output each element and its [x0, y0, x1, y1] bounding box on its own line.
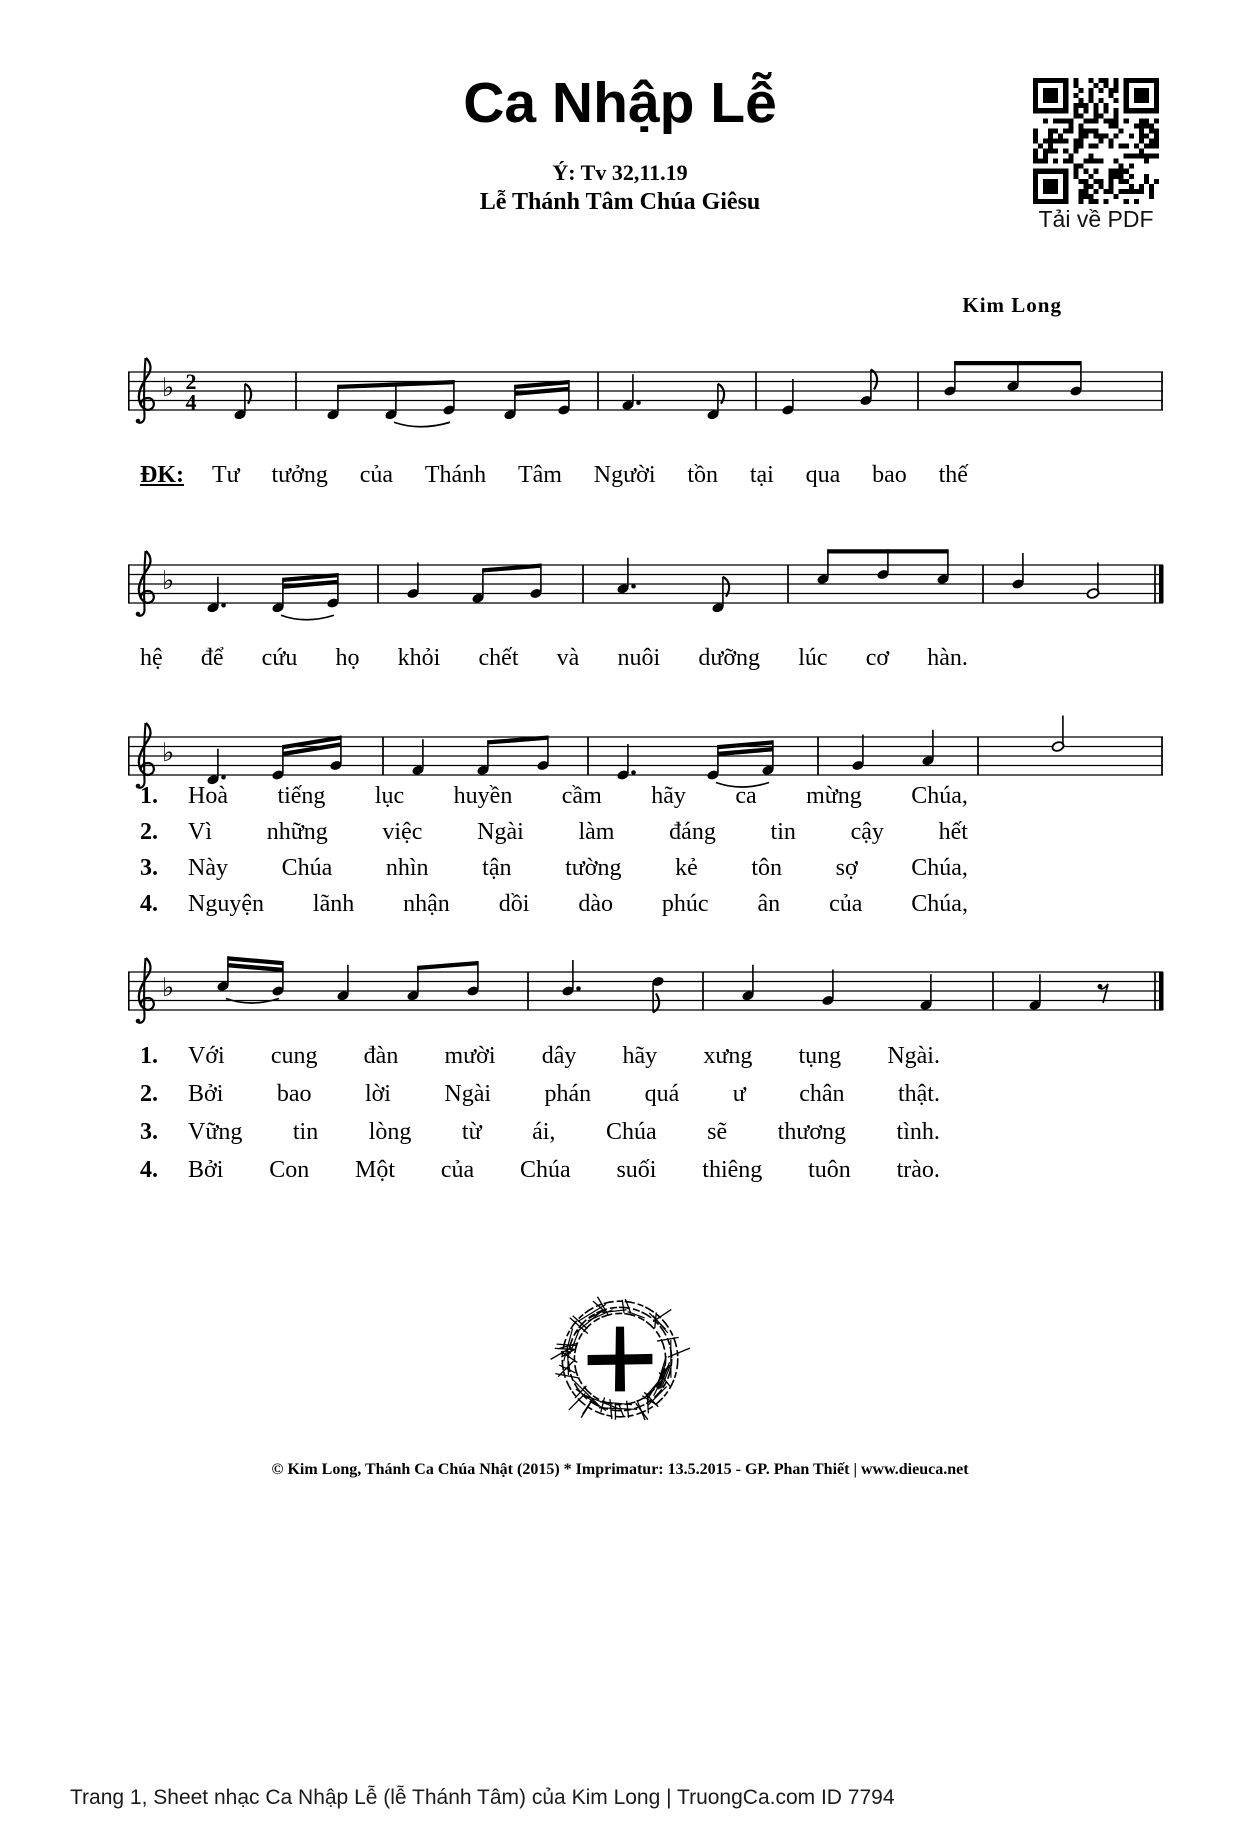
lyric-word: Vì	[188, 819, 212, 845]
refrain-lyric-line-2	[140, 645, 968, 672]
staff-svg	[128, 338, 1168, 454]
lyric-word: Chúa	[519, 1157, 571, 1183]
lyric-word: Chúa	[281, 855, 333, 881]
lyric-word: huyền	[453, 783, 513, 809]
lyric-word: cơ	[865, 645, 890, 671]
verse-words	[188, 1043, 940, 1070]
lyric-word: lãnh	[312, 891, 355, 917]
lyric-word: thiêng	[702, 1157, 763, 1183]
verse-lyric-line	[140, 891, 968, 927]
refrain-words-2	[140, 645, 968, 672]
lyric-word: lúc	[798, 645, 828, 671]
lyric-word: Ngài	[444, 1081, 492, 1107]
verse-block-2	[140, 1043, 940, 1195]
staff-svg	[128, 531, 1168, 647]
staff-svg	[128, 938, 1168, 1054]
lyric-word: khỏi	[397, 645, 441, 671]
lyric-word: việc	[382, 819, 423, 845]
lyric-word: mười	[444, 1043, 496, 1069]
verse-words	[188, 1157, 940, 1184]
lyric-word: phán	[544, 1081, 592, 1107]
verse-words	[188, 1119, 940, 1146]
lyric-word: tuôn	[808, 1157, 851, 1183]
verse-lyric-line	[140, 1043, 940, 1081]
lyric-word: nhận	[403, 891, 450, 917]
lyric-word: những	[266, 819, 328, 845]
lyric-word: tình.	[896, 1119, 940, 1145]
download-pdf-link[interactable]: Tải về PDF	[1038, 206, 1154, 232]
lyric-word: dây	[541, 1043, 577, 1069]
lyric-word: và	[556, 645, 580, 671]
lyric-word: thương	[777, 1119, 847, 1145]
lyric-word: tồn	[687, 462, 718, 488]
lyric-word: Tâm	[517, 462, 562, 488]
lyric-word: lời	[364, 1081, 391, 1107]
lyric-word: quá	[644, 1081, 680, 1107]
flat-sign-icon: ♭	[162, 973, 175, 1003]
lyric-word: Này	[188, 855, 228, 881]
verse-number: 1.	[140, 783, 158, 809]
verse-words	[188, 783, 968, 810]
lyric-word: mừng	[806, 783, 862, 809]
lyric-word: dào	[578, 891, 613, 917]
lyric-word: ca	[735, 783, 757, 809]
refrain-lyric-line-1	[140, 462, 968, 489]
lyric-word: nhìn	[385, 855, 429, 881]
subtitle-feast: Lễ Thánh Tâm Chúa Giêsu	[479, 189, 761, 215]
lyric-word: Bởi	[188, 1157, 224, 1183]
verse-number: 3.	[140, 855, 158, 881]
lyric-word: hệ	[140, 645, 163, 671]
lyric-word: Chúa,	[911, 783, 968, 809]
lyric-word: tại	[749, 462, 774, 488]
subtitle-psalm-ref: Ý: Tv 32,11.19	[552, 160, 688, 185]
lyric-word: của	[359, 462, 394, 488]
lyric-word: của	[440, 1157, 475, 1183]
lyric-word: ái,	[532, 1119, 556, 1145]
lyric-word: Hoà	[188, 783, 228, 809]
time-sig-numerator: 2	[185, 369, 197, 394]
verse-lyric-line	[140, 1081, 940, 1119]
flat-sign-icon: ♭	[162, 566, 175, 596]
lyric-word: cứu	[261, 645, 298, 671]
verse-number: 4.	[140, 1157, 158, 1183]
lyric-word: tưởng	[271, 462, 328, 488]
verse-block-1	[140, 783, 968, 927]
lyric-word: Tư	[212, 462, 240, 488]
verse-lyric-line	[140, 1157, 940, 1195]
staff-system-2	[128, 531, 1168, 647]
refrain-words-1	[212, 462, 968, 489]
lyric-word: Một	[355, 1157, 396, 1183]
lyric-word: đàn	[363, 1043, 399, 1069]
verse-number: 1.	[140, 1043, 158, 1069]
lyric-word: sợ	[835, 855, 858, 881]
lyric-word: Con	[269, 1157, 310, 1183]
crown-of-thorns-cross-logo	[544, 1283, 696, 1435]
lyric-word: phúc	[661, 891, 709, 917]
verse-words	[188, 891, 968, 918]
lyric-word: bao	[276, 1081, 312, 1107]
lyric-word: Ngài	[477, 819, 524, 845]
page-footer-info: Trang 1, Sheet nhạc Ca Nhập Lễ (lễ Thánh Tâm) của Kim Long | TruongCa.com ID 7794	[70, 1786, 895, 1809]
qr-code[interactable]	[1033, 78, 1159, 204]
verse-words	[188, 855, 968, 882]
verse-lyric-line	[140, 819, 968, 855]
verse-number: 2.	[140, 1081, 158, 1107]
lyric-word: Ngài.	[887, 1043, 940, 1069]
verse-lyric-line	[140, 855, 968, 891]
lyric-word: thế	[938, 462, 968, 488]
flat-sign-icon: ♭	[162, 738, 175, 768]
lyric-word: ân	[757, 891, 781, 917]
verse-lyric-line	[140, 1119, 940, 1157]
verse-words	[188, 819, 968, 846]
lyric-word: tin	[292, 1119, 319, 1145]
lyric-word: thật.	[897, 1081, 940, 1107]
verse-lyric-line	[140, 783, 968, 819]
lyric-word: cậy	[850, 819, 884, 845]
refrain-label: ĐK:	[140, 462, 184, 488]
lyric-word: họ	[335, 645, 360, 671]
lyric-word: Bởi	[188, 1081, 224, 1107]
lyric-word: Chúa,	[911, 855, 968, 881]
lyric-word: từ	[461, 1119, 482, 1145]
lyric-word: kẻ	[675, 855, 698, 881]
lyric-word: ư	[732, 1081, 746, 1107]
lyric-word: dưỡng	[698, 645, 761, 671]
lyric-word: hàn.	[927, 645, 968, 671]
lyric-word: lục	[374, 783, 405, 809]
lyric-word: xưng	[703, 1043, 753, 1069]
lyric-word: Với	[188, 1043, 225, 1069]
lyric-word: Người	[593, 462, 656, 488]
lyric-word: hết	[938, 819, 968, 845]
lyric-word: để	[200, 645, 224, 671]
lyric-word: đáng	[669, 819, 716, 845]
lyric-word: của	[829, 891, 863, 917]
lyric-word: tin	[770, 819, 796, 845]
verse-words	[188, 1081, 940, 1108]
staff-system-1	[128, 338, 1168, 454]
lyric-word: Thánh	[424, 462, 487, 488]
lyric-word: bao	[872, 462, 907, 488]
lyric-word: cầm	[561, 783, 602, 809]
lyric-word: hãy	[622, 1043, 658, 1069]
lyric-word: Chúa	[605, 1119, 657, 1145]
lyric-word: làm	[578, 819, 615, 845]
composer-name: Kim Long	[962, 293, 1062, 317]
page-title: Ca Nhập Lễ	[463, 71, 777, 135]
lyric-word: Vững	[188, 1119, 243, 1145]
lyric-word: suối	[616, 1157, 657, 1183]
lyric-word: tận	[482, 855, 512, 881]
verse-number: 2.	[140, 819, 158, 845]
lyric-word: Chúa,	[911, 891, 968, 917]
lyric-word: Nguyện	[188, 891, 264, 917]
time-sig-denominator: 4	[185, 389, 197, 415]
lyric-word: tôn	[751, 855, 783, 881]
copyright-line: © Kim Long, Thánh Ca Chúa Nhật (2015) * Imprimatur: 13.5.2015 - GP. Phan Thiết | www.dieuca.net	[271, 1461, 969, 1478]
lyric-word: qua	[805, 462, 841, 488]
verse-number: 3.	[140, 1119, 158, 1145]
lyric-word: cung	[270, 1043, 318, 1069]
lyric-word: nuôi	[617, 645, 661, 671]
lyric-word: chân	[799, 1081, 845, 1107]
lyric-word: lòng	[368, 1119, 412, 1145]
staff-system-4	[128, 938, 1168, 1054]
lyric-word: sẽ	[707, 1119, 728, 1145]
lyric-word: hãy	[651, 783, 686, 809]
flat-sign-icon: ♭	[162, 373, 175, 403]
verse-number: 4.	[140, 891, 158, 917]
lyric-word: tường	[565, 855, 622, 881]
lyric-word: tiếng	[277, 783, 326, 809]
lyric-word: trào.	[896, 1157, 940, 1183]
lyric-word: tụng	[798, 1043, 842, 1069]
lyric-word: dồi	[498, 891, 530, 917]
lyric-word: chết	[478, 645, 519, 671]
